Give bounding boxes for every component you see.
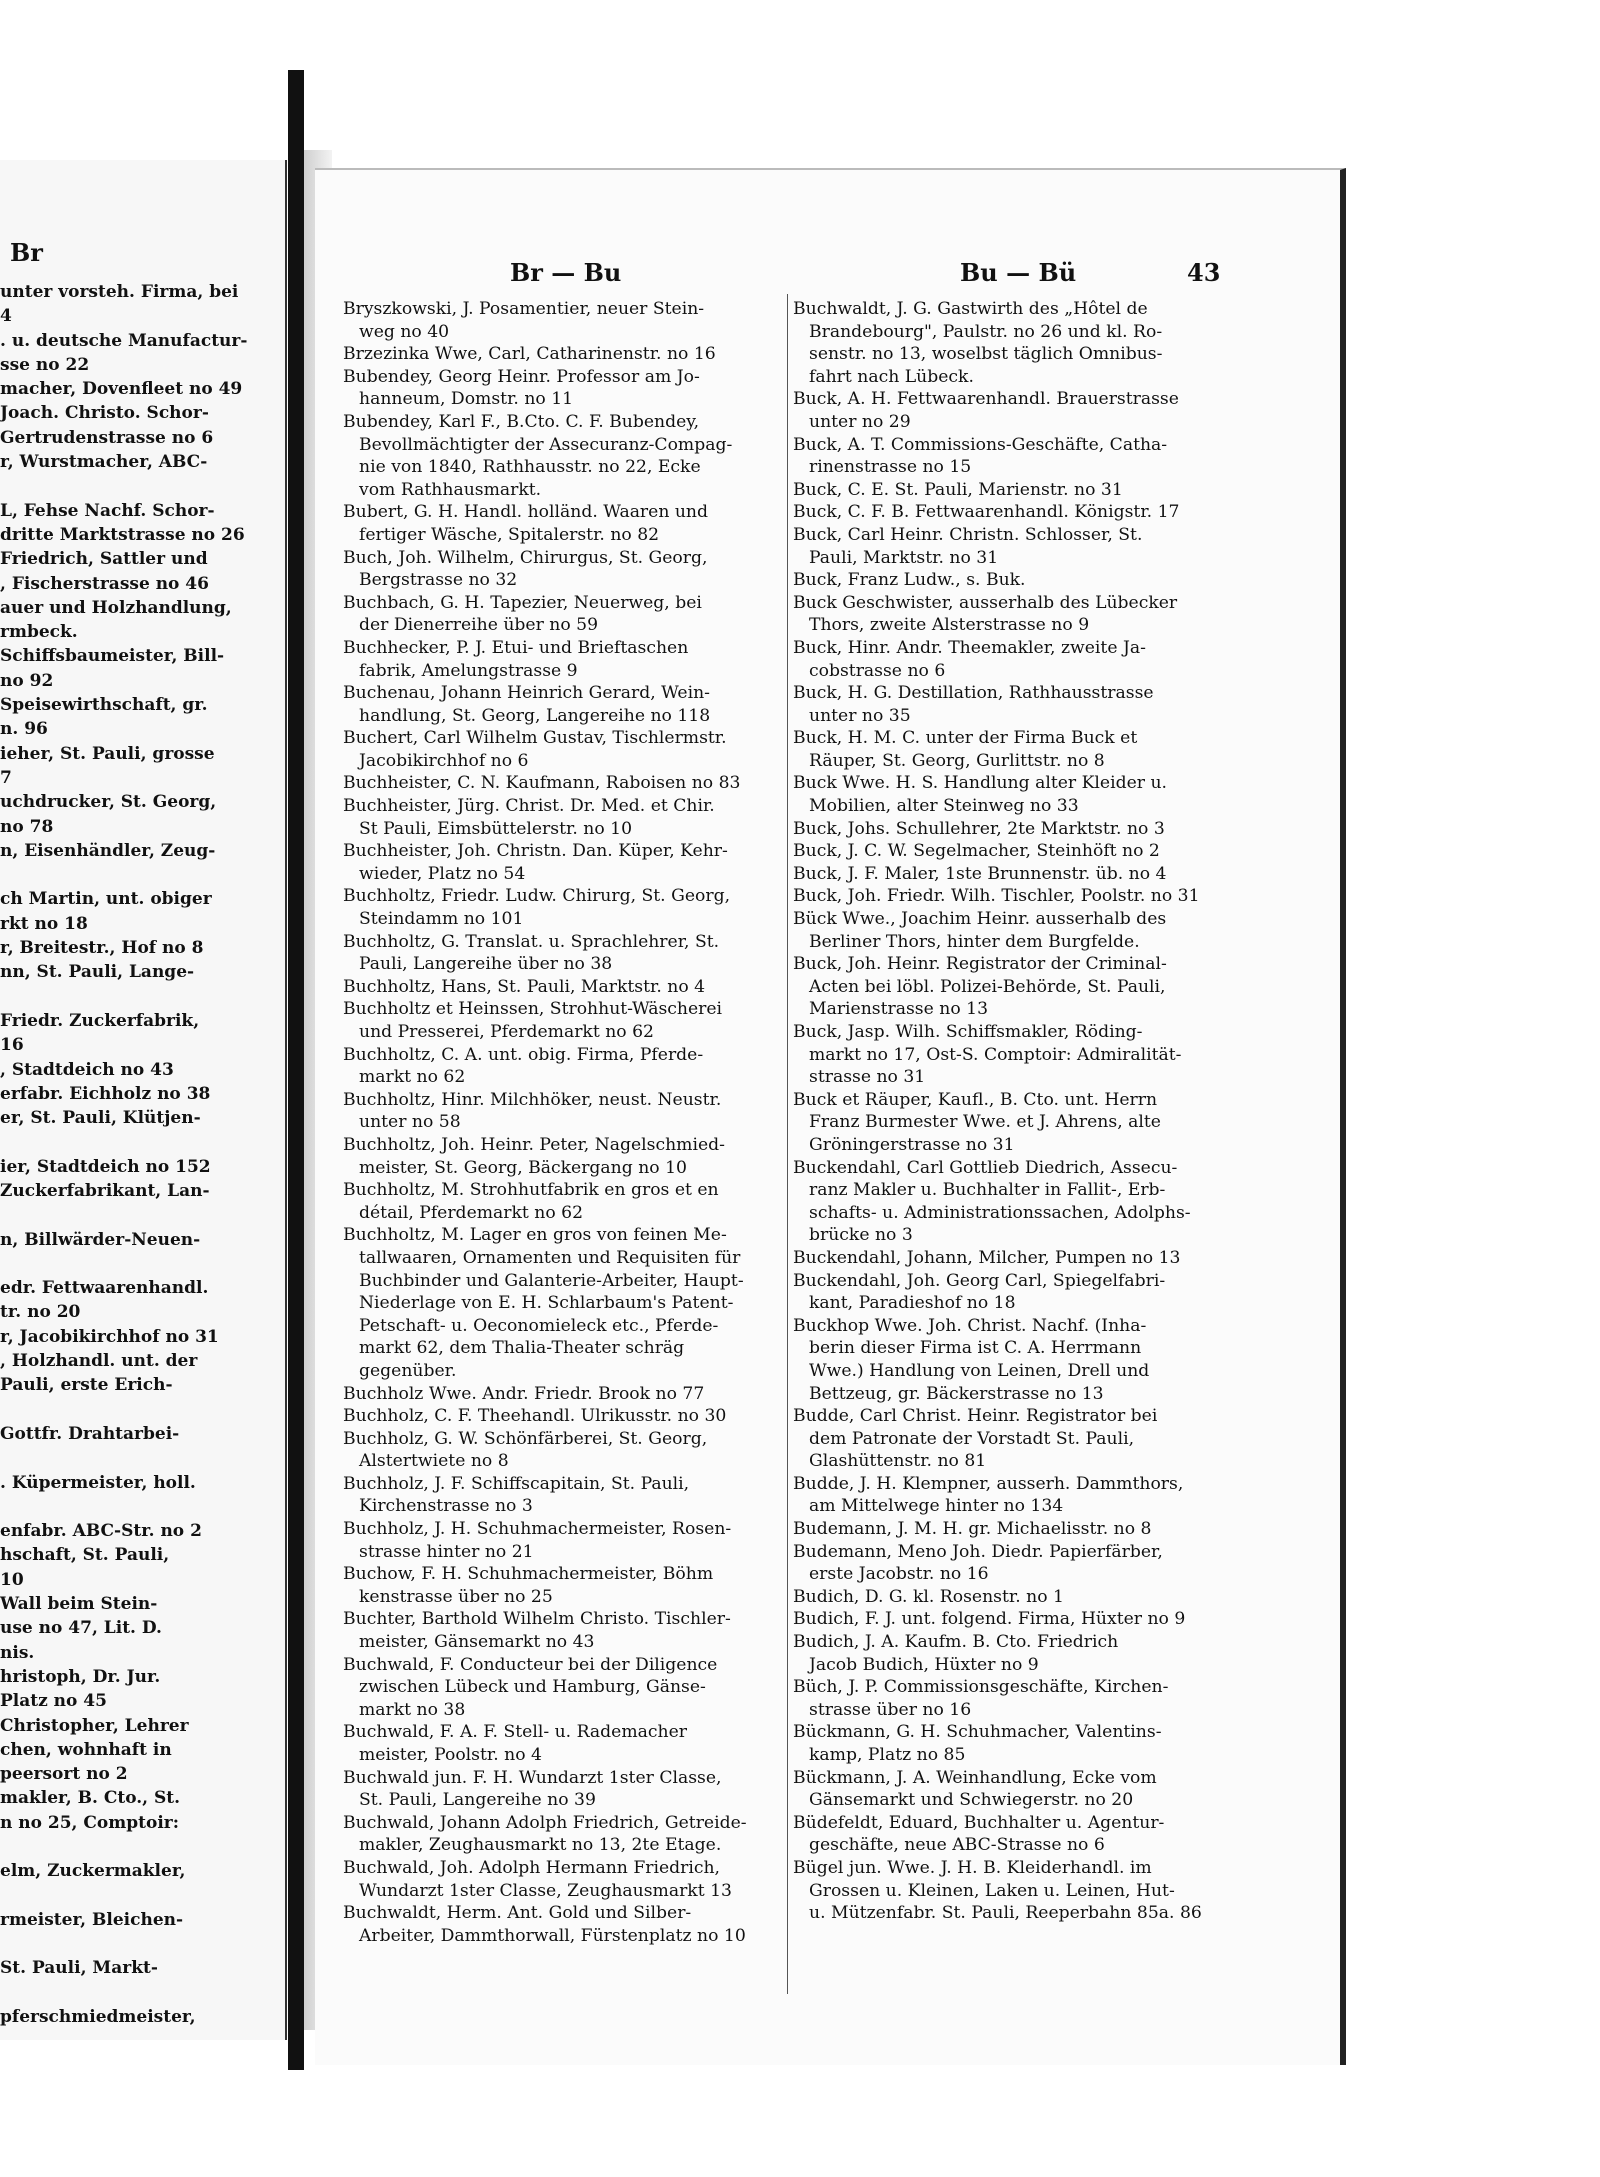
entry-name-line: Budich, D. G. kl. Rosenstr. no 1 <box>793 1586 1064 1607</box>
entry-name-line: Budde, Carl Christ. Heinr. Registrator bei <box>793 1406 1158 1427</box>
left-page-line: macher, Dovenfleet no 49 <box>0 379 243 400</box>
entry-name-line: Buchheister, Jürg. Christ. Dr. Med. et Chir. <box>343 796 715 817</box>
entry-name-line: Buck, H. M. C. unter der Firma Buck et <box>793 728 1138 749</box>
entry-continuation-line: Räuper, St. Georg, Gurlittstr. no 8 <box>809 750 1105 771</box>
entry-continuation-line: rinenstrasse no 15 <box>809 457 972 478</box>
entry-name-line: Buchbach, G. H. Tapezier, Neuerweg, bei <box>343 592 702 613</box>
left-page-line: n. 96 <box>0 719 48 740</box>
directory-entry <box>343 366 783 411</box>
left-page-line: ch Martin, unt. obiger <box>0 889 212 910</box>
directory-entry <box>793 1270 1233 1315</box>
left-page-line: erfabr. Eichholz no 38 <box>0 1083 211 1104</box>
entry-name-line: Buchter, Barthold Wilhelm Christo. Tischler- <box>343 1609 731 1630</box>
left-page-line: rmeister, Bleichen- <box>0 1909 184 1930</box>
entry-continuation-line: fabrik, Amelungstrasse 9 <box>359 660 578 681</box>
entry-name-line: Bubendey, Karl F., B.Cto. C. F. Bubendey, <box>343 411 700 432</box>
entry-name-line: Budemann, J. M. H. gr. Michaelisstr. no 8 <box>793 1519 1152 1540</box>
left-page-header: Br <box>10 238 43 267</box>
entry-continuation-line: kant, Paradieshof no 18 <box>809 1293 1016 1314</box>
binding-strip <box>288 70 304 2070</box>
left-page-line: r, Wurstmacher, ABC- <box>0 452 208 473</box>
entry-name-line: Buch, Joh. Wilhelm, Chirurgus, St. Georg, <box>343 547 708 568</box>
entry-name-line: Buchwald, Joh. Adolph Hermann Friedrich, <box>343 1857 721 1878</box>
entry-continuation-line: berin dieser Firma ist C. A. Herrmann <box>809 1338 1142 1359</box>
entry-name-line: Buckendahl, Carl Gottlieb Diedrich, Assecu- <box>793 1157 1178 1178</box>
entry-name-line: Buchholtz, Friedr. Ludw. Chirurg, St. Georg, <box>343 886 731 907</box>
left-page-line: sse no 22 <box>0 354 90 375</box>
entry-continuation-line: Franz Burmester Wwe. et J. Ahrens, alte <box>809 1112 1161 1133</box>
entry-continuation-line: senstr. no 13, woselbst täglich Omnibus- <box>809 344 1163 365</box>
left-page-line <box>0 1495 287 1519</box>
entry-name-line: Buchholtz, C. A. unt. obig. Firma, Pferde- <box>343 1044 704 1065</box>
left-page-line: Pauli, erste Erich- <box>0 1375 173 1396</box>
left-page-line: n, Billwärder-Neuen- <box>0 1229 201 1250</box>
left-page-line: dritte Marktstrasse no 26 <box>0 524 245 545</box>
entry-name-line: Buck, Johs. Schullehrer, 2te Marktstr. no 3 <box>793 818 1165 839</box>
entry-name-line: Buck, J. C. W. Segelmacher, Steinhöft no 2 <box>793 841 1160 862</box>
entry-name-line: Buck Geschwister, ausserhalb des Lübecker <box>793 592 1178 613</box>
left-page-line: edr. Fettwaarenhandl. <box>0 1278 209 1299</box>
entry-name-line: Budich, J. A. Kaufm. B. Cto. Friedrich <box>793 1632 1119 1653</box>
directory-entry <box>343 795 783 840</box>
page-number: 43 <box>1187 258 1221 287</box>
entry-name-line: Bückmann, G. H. Schuhmacher, Valentins- <box>793 1722 1162 1743</box>
entry-name-line: Buck, A. H. Fettwaarenhandl. Brauerstrasse <box>793 389 1179 410</box>
left-page-line: 7 <box>0 767 12 788</box>
left-page-line: 10 <box>0 1569 24 1590</box>
left-page-line: uchdrucker, St. Georg, <box>0 792 217 813</box>
directory-entry <box>343 1179 783 1224</box>
entry-continuation-line: Pauli, Langereihe über no 38 <box>359 954 613 975</box>
entry-continuation-line: erste Jacobstr. no 16 <box>809 1564 989 1585</box>
directory-entry <box>343 1134 783 1179</box>
directory-entry <box>793 1608 1233 1631</box>
directory-entry <box>343 885 783 930</box>
entry-name-line: Büch, J. P. Commissionsgeschäfte, Kirchen- <box>793 1677 1169 1698</box>
directory-entry <box>793 1676 1233 1721</box>
entry-name-line: Buck, Joh. Heinr. Registrator der Criminal- <box>793 954 1167 975</box>
directory-entry <box>793 592 1233 637</box>
directory-entry <box>793 840 1233 863</box>
entry-name-line: Buckendahl, Joh. Georg Carl, Spiegelfabri- <box>793 1270 1166 1291</box>
entry-continuation-line: makler, Zeughausmarkt no 13, 2te Etage. <box>359 1835 722 1856</box>
left-page-line: n no 25, Comptoir: <box>0 1812 180 1833</box>
directory-entry <box>343 682 783 727</box>
entry-continuation-line: Bettzeug, gr. Bäckerstrasse no 13 <box>809 1383 1104 1404</box>
entry-continuation-line: unter no 29 <box>809 411 911 432</box>
entry-continuation-line: unter no 58 <box>359 1112 461 1133</box>
directory-entry <box>793 1473 1233 1518</box>
entry-name-line: Buchheister, Joh. Christn. Dan. Küper, Kehr- <box>343 841 728 862</box>
directory-entry <box>793 1518 1233 1541</box>
directory-entry <box>793 479 1233 502</box>
entry-name-line: Buck, Hinr. Andr. Theemakler, zweite Ja- <box>793 637 1146 658</box>
left-page-line: Gertrudenstrasse no 6 <box>0 427 214 448</box>
entry-continuation-line: handlung, St. Georg, Langereihe no 118 <box>359 705 711 726</box>
entry-name-line: Bryszkowski, J. Posamentier, neuer Stein- <box>343 299 705 319</box>
directory-entry <box>343 931 783 976</box>
left-page-line <box>0 1884 287 1908</box>
entry-name-line: Buck, Joh. Friedr. Wilh. Tischler, Poolstr. no 31 <box>793 886 1200 907</box>
directory-entry <box>343 1044 783 1089</box>
entry-continuation-line: Acten bei löbl. Polizei-Behörde, St. Pauli, <box>809 976 1166 997</box>
left-page-line <box>0 1398 287 1422</box>
directory-entry <box>343 411 783 501</box>
directory-entry <box>793 1857 1233 1925</box>
entry-continuation-line: Alstertwiete no 8 <box>359 1451 509 1472</box>
left-page-line: St. Pauli, Markt- <box>0 1958 158 1979</box>
left-page-line: nn, St. Pauli, Lange- <box>0 962 195 983</box>
left-page-line <box>0 1203 287 1227</box>
entry-continuation-line: markt no 38 <box>359 1699 466 1720</box>
entry-continuation-line: nie von 1840, Rathhausstr. no 22, Ecke <box>359 457 701 478</box>
directory-entry <box>343 1721 783 1766</box>
entry-name-line: Buchenau, Johann Heinrich Gerard, Wein- <box>343 683 710 704</box>
entry-name-line: Buchholz, J. F. Schiffscapitain, St. Pauli, <box>343 1473 690 1494</box>
entry-name-line: Buchholtz, M. Strohhutfabrik en gros et en <box>343 1180 719 1201</box>
entry-continuation-line: zwischen Lübeck und Hamburg, Gänse- <box>359 1677 706 1698</box>
entry-continuation-line: tallwaaren, Ornamenten und Requisiten für <box>359 1247 741 1268</box>
entry-name-line: Buchholtz, Hinr. Milchhöker, neust. Neustr. <box>343 1089 722 1110</box>
left-page-line: L, Fehse Nachf. Schor- <box>0 500 215 521</box>
directory-entry <box>343 547 783 592</box>
left-page-line: r, Jacobikirchhof no 31 <box>0 1326 219 1347</box>
directory-entry <box>793 682 1233 727</box>
left-page-line: nis. <box>0 1642 35 1663</box>
entry-name-line: Büdefeldt, Eduard, Buchhalter u. Agentur- <box>793 1812 1165 1833</box>
entry-name-line: Buchholtz, Joh. Heinr. Peter, Nagelschmied- <box>343 1134 725 1155</box>
left-page-line: r, Breitestr., Hof no 8 <box>0 938 204 959</box>
entry-continuation-line: markt 62, dem Thalia-Theater schräg <box>359 1338 685 1359</box>
entry-name-line: Buchholtz, Hans, St. Pauli, Marktstr. no 4 <box>343 976 706 997</box>
directory-entry <box>793 953 1233 1021</box>
directory-entry <box>343 998 783 1043</box>
directory-entry <box>793 298 1233 388</box>
entry-continuation-line: gegenüber. <box>359 1360 457 1381</box>
entry-name-line: Buchholtz et Heinssen, Strohhut-Wäscherei <box>343 999 723 1020</box>
directory-entry <box>793 1315 1233 1405</box>
entry-continuation-line: Berliner Thors, hinter dem Burgfelde. <box>809 931 1140 952</box>
entry-name-line: Buck, Jasp. Wilh. Schiffsmakler, Röding- <box>793 1022 1143 1042</box>
directory-entry <box>343 637 783 682</box>
right-page <box>315 168 1346 2065</box>
entry-continuation-line: Jacobikirchhof no 6 <box>359 750 529 771</box>
left-page-line: Joach. Christo. Schor- <box>0 403 209 424</box>
left-page-line: pferschmiedmeister, <box>0 2007 196 2028</box>
entry-name-line: Buchwald, F. A. F. Stell- u. Rademacher <box>343 1722 687 1743</box>
left-page-line <box>0 474 287 498</box>
directory-entry <box>343 727 783 772</box>
directory-entry <box>793 524 1233 569</box>
left-page-line: 4 <box>0 306 12 327</box>
directory-entry <box>343 1608 783 1653</box>
entry-continuation-line: St. Pauli, Langereihe no 39 <box>359 1790 596 1811</box>
entry-continuation-line: schafts- u. Administrationssachen, Adolphs- <box>809 1202 1191 1223</box>
left-page-line: Gottfr. Drahtarbei- <box>0 1423 180 1444</box>
entry-continuation-line: dem Patronate der Vorstadt St. Pauli, <box>809 1428 1135 1449</box>
entry-name-line: Buckhop Wwe. Joh. Christ. Nachf. (Inha- <box>793 1315 1147 1336</box>
entry-name-line: Buchholtz, M. Lager en gros von feinen Me- <box>343 1225 727 1246</box>
directory-entry <box>793 1721 1233 1766</box>
entry-continuation-line: Bergstrasse no 32 <box>359 570 518 591</box>
directory-entry <box>793 1157 1233 1247</box>
left-page-line: makler, B. Cto., St. <box>0 1788 181 1809</box>
entry-continuation-line: Grossen u. Kleinen, Laken u. Leinen, Hut- <box>809 1880 1175 1901</box>
entry-continuation-line: ranz Makler u. Buchhalter in Fallit-, Erb- <box>809 1180 1166 1201</box>
left-page-text <box>0 280 287 2029</box>
directory-entry <box>343 772 783 795</box>
entry-continuation-line: Kirchenstrasse no 3 <box>359 1496 533 1517</box>
entry-continuation-line: vom Rathhausmarkt. <box>359 479 542 500</box>
entry-continuation-line: weg no 40 <box>359 321 450 342</box>
left-page-line <box>0 1446 287 1470</box>
directory-entry <box>343 298 783 343</box>
directory-entry <box>793 501 1233 524</box>
entry-name-line: Buck, Franz Ludw., s. Buk. <box>793 570 1026 591</box>
left-page-line <box>0 1130 287 1154</box>
entry-continuation-line: markt no 62 <box>359 1067 466 1088</box>
entry-continuation-line: Pauli, Marktstr. no 31 <box>809 547 999 568</box>
directory-entry <box>793 1812 1233 1857</box>
entry-name-line: Buck, J. F. Maler, 1ste Brunnenstr. üb. no 4 <box>793 863 1167 884</box>
entry-continuation-line: markt no 17, Ost-S. Comptoir: Admiralität- <box>809 1044 1182 1065</box>
entry-name-line: Buchwald, Johann Adolph Friedrich, Getreide- <box>343 1812 747 1833</box>
header-left: Br — Bu <box>510 258 622 287</box>
left-page-line: Speisewirthschaft, gr. <box>0 695 208 716</box>
directory-entry <box>343 1473 783 1518</box>
directory-entry <box>793 388 1233 433</box>
entry-name-line: Buck et Räuper, Kaufl., B. Cto. unt. Herrn <box>793 1089 1158 1110</box>
entry-continuation-line: strasse über no 16 <box>809 1699 972 1720</box>
directory-entry <box>793 1586 1233 1609</box>
entry-continuation-line: geschäfte, neue ABC-Strasse no 6 <box>809 1835 1105 1856</box>
directory-entry <box>343 840 783 885</box>
entry-continuation-line: kenstrasse über no 25 <box>359 1586 553 1607</box>
directory-entry <box>793 1541 1233 1586</box>
entry-continuation-line: Mobilien, alter Steinweg no 33 <box>809 796 1079 817</box>
entry-continuation-line: meister, St. Georg, Bäckergang no 10 <box>359 1157 687 1178</box>
left-page-line: , Stadtdeich no 43 <box>0 1059 174 1080</box>
entry-continuation-line: St Pauli, Eimsbüttelerstr. no 10 <box>359 818 633 839</box>
left-page-line: Friedr. Zuckerfabrik, <box>0 1010 200 1031</box>
entry-name-line: Buchow, F. H. Schuhmachermeister, Böhm <box>343 1564 714 1585</box>
entry-continuation-line: wieder, Platz no 54 <box>359 863 526 884</box>
left-page-line: no 92 <box>0 670 54 691</box>
left-page-line: . u. deutsche Manufactur- <box>0 330 248 351</box>
entry-continuation-line: Thors, zweite Alsterstrasse no 9 <box>809 615 1090 636</box>
entry-continuation-line: Bevollmächtigter der Assecuranz-Compag- <box>359 434 733 455</box>
directory-entry <box>343 1767 783 1812</box>
left-page-line: no 78 <box>0 816 54 837</box>
directory-entry <box>343 343 783 366</box>
entry-continuation-line: und Presserei, Pferdemarkt no 62 <box>359 1022 654 1042</box>
entry-name-line: Buck Wwe. H. S. Handlung alter Kleider u. <box>793 773 1167 794</box>
entry-name-line: Buchholz, G. W. Schönfärberei, St. Georg, <box>343 1428 708 1449</box>
left-page-line: auer und Holzhandlung, <box>0 597 232 618</box>
entry-name-line: Buck, H. G. Destillation, Rathhausstrasse <box>793 683 1154 704</box>
directory-entry <box>343 1428 783 1473</box>
entry-continuation-line: Brandebourg", Paulstr. no 26 und kl. Ro- <box>809 321 1163 342</box>
entry-name-line: Buchhecker, P. J. Etui- und Brieftaschen <box>343 637 689 658</box>
directory-entry <box>793 637 1233 682</box>
left-page-line: use no 47, Lit. D. <box>0 1618 162 1639</box>
left-page-line <box>0 1835 287 1859</box>
entry-name-line: Bück Wwe., Joachim Heinr. ausserhalb des <box>793 909 1167 930</box>
entry-name-line: Buchwaldt, J. G. Gastwirth des „Hôtel de <box>793 299 1148 319</box>
left-page-line: er, St. Pauli, Klütjen- <box>0 1108 201 1129</box>
left-page <box>0 160 287 2040</box>
entry-name-line: Bubendey, Georg Heinr. Professor am Jo- <box>343 366 700 387</box>
entry-continuation-line: u. Mützenfabr. St. Pauli, Reeperbahn 85a. 86 <box>809 1903 1202 1924</box>
left-page-line <box>0 1981 287 2005</box>
entry-continuation-line: Petschaft- u. Oeconomieleck etc., Pferde- <box>359 1315 719 1336</box>
directory-entry <box>793 885 1233 908</box>
left-page-line: n, Eisenhändler, Zeug- <box>0 840 216 861</box>
entry-continuation-line: Steindamm no 101 <box>359 909 524 930</box>
entry-name-line: Budemann, Meno Joh. Diedr. Papierfärber, <box>793 1541 1163 1562</box>
entry-continuation-line: Wwe.) Handlung von Leinen, Drell und <box>809 1360 1150 1381</box>
directory-entry <box>343 1405 783 1428</box>
entry-name-line: Budich, F. J. unt. folgend. Firma, Hüxter no 9 <box>793 1609 1186 1630</box>
left-page-line: Schiffsbaumeister, Bill- <box>0 646 225 667</box>
left-page-line: rkt no 18 <box>0 913 88 934</box>
entry-name-line: Buchert, Carl Wilhelm Gustav, Tischlermstr. <box>343 728 727 749</box>
left-page-line <box>0 863 287 887</box>
entry-continuation-line: kamp, Platz no 85 <box>809 1745 966 1765</box>
header-right: Bu — Bü <box>960 258 1077 287</box>
entry-name-line: Buchheister, C. N. Kaufmann, Raboisen no 83 <box>343 773 741 794</box>
entry-name-line: Buchholz, J. H. Schuhmachermeister, Rosen- <box>343 1519 732 1540</box>
directory-entry <box>343 592 783 637</box>
directory-column-2 <box>793 298 1233 1925</box>
directory-entry <box>343 1857 783 1902</box>
entry-name-line: Brzezinka Wwe, Carl, Catharinenstr. no 16 <box>343 344 716 365</box>
entry-continuation-line: Glashüttenstr. no 81 <box>809 1451 987 1472</box>
entry-continuation-line: Buchbinder und Galanterie-Arbeiter, Haupt- <box>359 1270 744 1291</box>
directory-entry <box>793 569 1233 592</box>
entry-continuation-line: meister, Gänsemarkt no 43 <box>359 1632 595 1653</box>
entry-continuation-line: détail, Pferdemarkt no 62 <box>359 1202 584 1223</box>
directory-entry <box>343 1902 783 1947</box>
left-page-line: rmbeck. <box>0 622 78 643</box>
entry-name-line: Buck, C. F. B. Fettwaarenhandl. Königstr. 17 <box>793 502 1180 523</box>
left-page-line: ier, Stadtdeich no 152 <box>0 1156 211 1177</box>
entry-name-line: Buchwald jun. F. H. Wundarzt 1ster Classe, <box>343 1767 722 1788</box>
left-page-line <box>0 1252 287 1276</box>
directory-entry <box>793 818 1233 841</box>
directory-entry <box>793 908 1233 953</box>
directory-entry <box>343 501 783 546</box>
left-page-line: unter vorsteh. Firma, bei <box>0 282 239 302</box>
left-page-line: , Holzhandl. unt. der <box>0 1351 198 1372</box>
left-page-line: elm, Zuckermakler, <box>0 1861 186 1882</box>
directory-entry <box>793 1405 1233 1473</box>
left-page-line: enfabr. ABC-Str. no 2 <box>0 1521 202 1542</box>
left-page-line: hristoph, Dr. Jur. <box>0 1666 161 1687</box>
directory-entry <box>343 1563 783 1608</box>
left-page-line: . Küpermeister, holl. <box>0 1472 196 1493</box>
directory-entry <box>793 863 1233 886</box>
directory-entry <box>793 1089 1233 1157</box>
entry-name-line: Buchholz, C. F. Theehandl. Ulrikusstr. no 30 <box>343 1406 727 1427</box>
left-page-line: hschaft, St. Pauli, <box>0 1545 170 1566</box>
left-page-line: tr. no 20 <box>0 1302 81 1323</box>
entry-continuation-line: Arbeiter, Dammthorwall, Fürstenplatz no 10 <box>359 1925 746 1946</box>
directory-entry <box>343 1812 783 1857</box>
left-page-line: 16 <box>0 1035 24 1056</box>
entry-name-line: Buckendahl, Johann, Milcher, Pumpen no 13 <box>793 1247 1181 1268</box>
entry-name-line: Bubert, G. H. Handl. holländ. Waaren und <box>343 502 708 523</box>
directory-entry <box>793 772 1233 817</box>
entry-name-line: Budde, J. H. Klempner, ausserh. Dammthors, <box>793 1473 1184 1494</box>
left-page-line: Friedrich, Sattler und <box>0 549 208 570</box>
entry-name-line: Buchwald, F. Conducteur bei der Diligence <box>343 1654 718 1675</box>
entry-continuation-line: Jacob Budich, Hüxter no 9 <box>809 1654 1039 1675</box>
entry-continuation-line: Niederlage von E. H. Schlarbaum's Patent- <box>359 1293 734 1314</box>
directory-entry <box>793 1247 1233 1270</box>
directory-entry <box>343 1518 783 1563</box>
directory-entry <box>343 1224 783 1382</box>
left-page-line: Platz no 45 <box>0 1691 107 1712</box>
directory-entry <box>793 727 1233 772</box>
entry-name-line: Buchwaldt, Herm. Ant. Gold und Silber- <box>343 1903 692 1924</box>
entry-name-line: Bückmann, J. A. Weinhandlung, Ecke vom <box>793 1767 1157 1788</box>
entry-continuation-line: brücke no 3 <box>809 1225 913 1246</box>
left-page-line: peersort no 2 <box>0 1764 128 1785</box>
directory-entry <box>793 1767 1233 1812</box>
left-page-line: Wall beim Stein- <box>0 1594 158 1615</box>
directory-entry <box>343 976 783 999</box>
entry-name-line: Bügel jun. Wwe. J. H. B. Kleiderhandl. im <box>793 1857 1152 1878</box>
entry-continuation-line: Gröningerstrasse no 31 <box>809 1134 1015 1155</box>
entry-continuation-line: fertiger Wäsche, Spitalerstr. no 82 <box>359 524 660 545</box>
entry-continuation-line: am Mittelwege hinter no 134 <box>809 1496 1064 1517</box>
entry-continuation-line: meister, Poolstr. no 4 <box>359 1745 542 1765</box>
entry-continuation-line: unter no 35 <box>809 705 911 726</box>
directory-entry <box>343 1383 783 1406</box>
entry-name-line: Buck, A. T. Commissions-Geschäfte, Catha- <box>793 434 1168 455</box>
left-page-line <box>0 1932 287 1956</box>
entry-name-line: Buck, C. E. St. Pauli, Marienstr. no 31 <box>793 479 1123 500</box>
left-page-line: Zuckerfabrikant, Lan- <box>0 1180 210 1201</box>
directory-entry <box>343 1089 783 1134</box>
entry-continuation-line: cobstrasse no 6 <box>809 660 946 681</box>
entry-continuation-line: hanneum, Domstr. no 11 <box>359 389 574 410</box>
entry-continuation-line: Gänsemarkt und Schwiegerstr. no 20 <box>809 1790 1134 1811</box>
left-page-line <box>0 985 287 1009</box>
entry-continuation-line: strasse no 31 <box>809 1067 926 1088</box>
entry-continuation-line: Wundarzt 1ster Classe, Zeughausmarkt 13 <box>359 1880 732 1901</box>
left-page-line: , Fischerstrasse no 46 <box>0 573 209 594</box>
entry-name-line: Buchholtz, G. Translat. u. Sprachlehrer, St. <box>343 931 720 952</box>
left-page-line: ieher, St. Pauli, grosse <box>0 743 215 764</box>
entry-name-line: Buchholz Wwe. Andr. Friedr. Brook no 77 <box>343 1383 705 1404</box>
left-page-line: chen, wohnhaft in <box>0 1739 172 1760</box>
entry-name-line: Buck, Carl Heinr. Christn. Schlosser, St. <box>793 524 1143 545</box>
directory-entry <box>343 1654 783 1722</box>
entry-continuation-line: der Dienerreihe über no 59 <box>359 615 599 636</box>
left-page-line: Christopher, Lehrer <box>0 1715 189 1736</box>
directory-entry <box>793 434 1233 479</box>
directory-column-1 <box>343 298 783 1947</box>
entry-continuation-line: Marienstrasse no 13 <box>809 999 989 1020</box>
directory-entry <box>793 1021 1233 1089</box>
column-divider <box>787 294 788 1994</box>
entry-continuation-line: fahrt nach Lübeck. <box>809 366 974 387</box>
entry-continuation-line: strasse hinter no 21 <box>359 1541 534 1562</box>
directory-entry <box>793 1631 1233 1676</box>
